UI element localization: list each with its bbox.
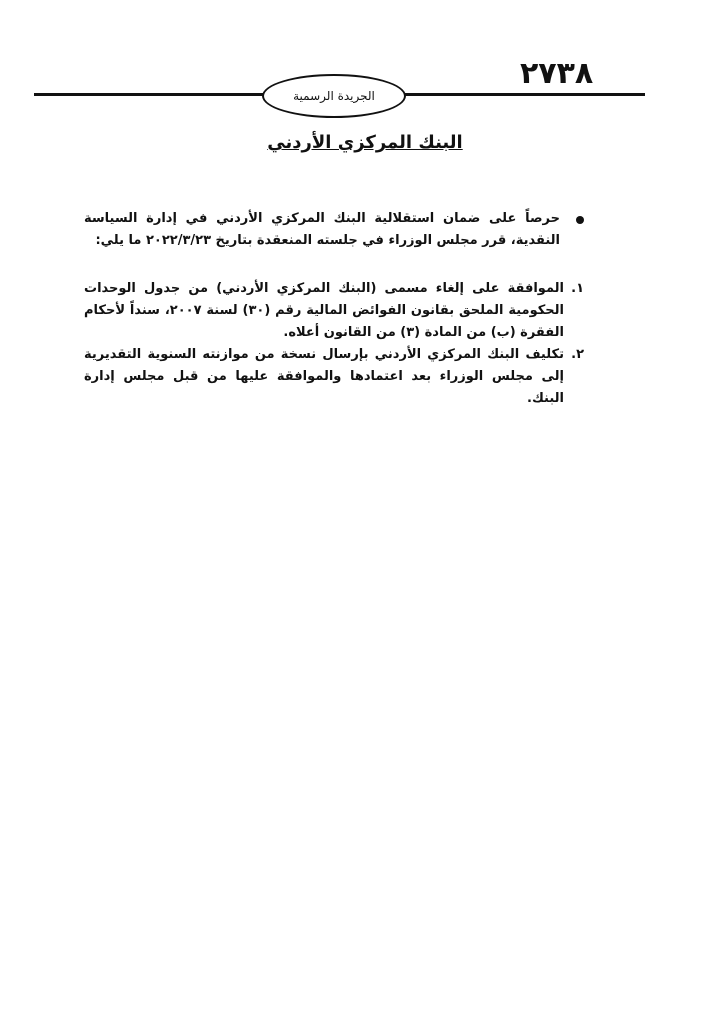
section-title: البنك المركزي الأردني [267,132,463,153]
intro-paragraph-block [84,208,584,252]
list-item [84,344,584,410]
list-item-text: تكليف البنك المركزي الأردني بإرسال نسخة من موازنته السنوية التقديرية إلى مجلس الوزراء بعد اعتمادها والموافقة عليها من قبل مجلس إدارة البنك. [84,347,564,406]
decisions-list [84,278,584,410]
list-item-text: الموافقة على إلغاء مسمى (البنك المركزي الأردني) من جدول الوحدات الحكومية الملحق بقانون الفوائض المالية رقم (٣٠) لسنة ٢٠٠٧، سنداً لأحكام الفقرة (ب) من المادة (٣) من القانون أعلاه. [84,281,564,340]
list-item [84,278,584,344]
intro-paragraph: حرصاً على ضمان استقلالية البنك المركزي الأردني في إدارة السياسة النقدية، قرر مجلس الوزراء في جلسته المنعقدة بتاريخ ٢٠٢٢/٣/٢٣ ما يلي: [84,211,560,248]
document-body [84,208,584,410]
list-item-number: ١. [571,281,584,296]
bullet-icon [576,216,584,224]
publication-name: الجريدة الرسمية [293,89,375,103]
page-number: ٢٧٣٨ [520,56,594,91]
publication-badge [262,74,406,118]
list-item-number: ٢. [571,347,584,362]
